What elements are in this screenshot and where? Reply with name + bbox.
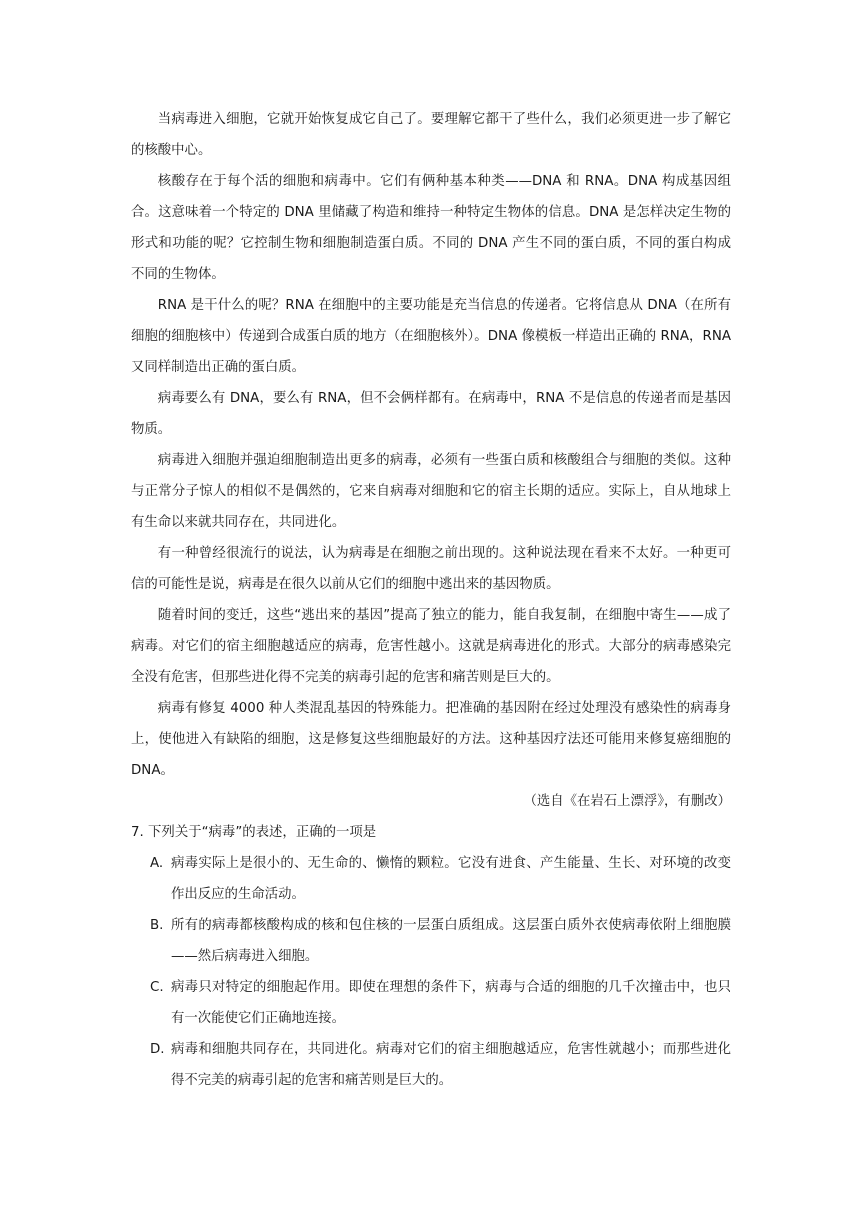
option-letter: A. xyxy=(150,856,164,871)
passage-paragraph-6: 有一种曾经很流行的说法，认为病毒是在细胞之前出现的。这种说法现在看来不太好。一种更可信的可能性是说，病毒是在很久以前从它们的细胞中逃出来的基因物质。 xyxy=(131,546,731,592)
passage xyxy=(131,104,731,817)
option-text: 病毒和细胞共同存在，共同进化。病毒对它们的宿主细胞越适应，危害性就越小；而那些进化得不完美的病毒引起的危害和痛苦则是巨大的。 xyxy=(171,1042,731,1088)
passage-paragraph-7: 随着时间的变迁，这些“逃出来的基因”提高了独立的能力，能自我复制，在细胞中寄生——成了病毒。对它们的宿主细胞越适应的病毒，危害性越小。这就是病毒进化的形式。大部分的病毒感染完全没有危害，但那些进化得不完美的病毒引起的危害和痛苦则是巨大的。 xyxy=(131,608,731,685)
passage-paragraph-8: 病毒有修复 4000 种人类混乱基因的特殊能力。把准确的基因附在经过处理没有感染性的病毒身上，使他进入有缺陷的细胞，这是修复这些细胞最好的方法。这种基因疗法还可能用来修复癌细胞的 DNA。 xyxy=(131,701,731,778)
passage-paragraph-1: 当病毒进入细胞，它就开始恢复成它自己了。要理解它都干了些什么，我们必须更进一步了解它的核酸中心。 xyxy=(131,112,731,158)
document-page xyxy=(131,104,731,1096)
passage-source: （选自《在岩石上漂浮》，有删改） xyxy=(523,794,731,809)
passage-paragraph-4: 病毒要么有 DNA，要么有 RNA，但不会俩样都有。在病毒中，RNA 不是信息的传递者而是基因物质。 xyxy=(131,391,731,437)
option-d xyxy=(131,1034,731,1096)
option-text: 病毒只对特定的细胞起作用。即使在理想的条件下，病毒与合适的细胞的几千次撞击中，也只有一次能使它们正确地连接。 xyxy=(171,980,731,1026)
passage-paragraph-5: 病毒进入细胞并强迫细胞制造出更多的病毒，必须有一些蛋白质和核酸组合与细胞的类似。这种与正常分子惊人的相似不是偶然的，它来自病毒对细胞和它的宿主长期的适应。实际上，自从地球上有生命以来就共同存在，共同进化。 xyxy=(131,453,731,530)
option-b xyxy=(131,910,731,972)
option-letter: D. xyxy=(150,1042,165,1057)
option-text: 所有的病毒都核酸构成的核和包住核的一层蛋白质组成。这层蛋白质外衣使病毒依附上细胞膜——然后病毒进入细胞。 xyxy=(171,918,731,964)
option-text: 病毒实际上是很小的、无生命的、懒惰的颗粒。它没有进食、产生能量、生长、对环境的改变作出反应的生命活动。 xyxy=(171,856,731,902)
option-letter: B. xyxy=(150,918,164,933)
question-options xyxy=(131,848,731,1096)
passage-paragraph-2: 核酸存在于每个活的细胞和病毒中。它们有俩种基本种类——DNA 和 RNA。DNA 构成基因组合。这意味着一个特定的 DNA 里储藏了构造和维持一种特定生物体的信息。DNA 是怎样决定生物的形式和功能的呢？它控制生物和细胞制造蛋白质。不同的 DNA 产生不同的蛋白质，不同的蛋白构成不同的生物体。 xyxy=(131,174,731,282)
question-block xyxy=(131,817,731,1096)
option-a xyxy=(131,848,731,910)
passage-paragraph-3: RNA 是干什么的呢？RNA 在细胞中的主要功能是充当信息的传递者。它将信息从 DNA（在所有细胞的细胞核中）传递到合成蛋白质的地方（在细胞核外）。DNA 像模板一样造出正确的 RNA，RNA 又同样制造出正确的蛋白质。 xyxy=(131,298,731,375)
question-stem: 7. 下列关于“病毒”的表述，正确的一项是 xyxy=(131,825,377,840)
option-c xyxy=(131,972,731,1034)
option-letter: C. xyxy=(150,980,164,995)
